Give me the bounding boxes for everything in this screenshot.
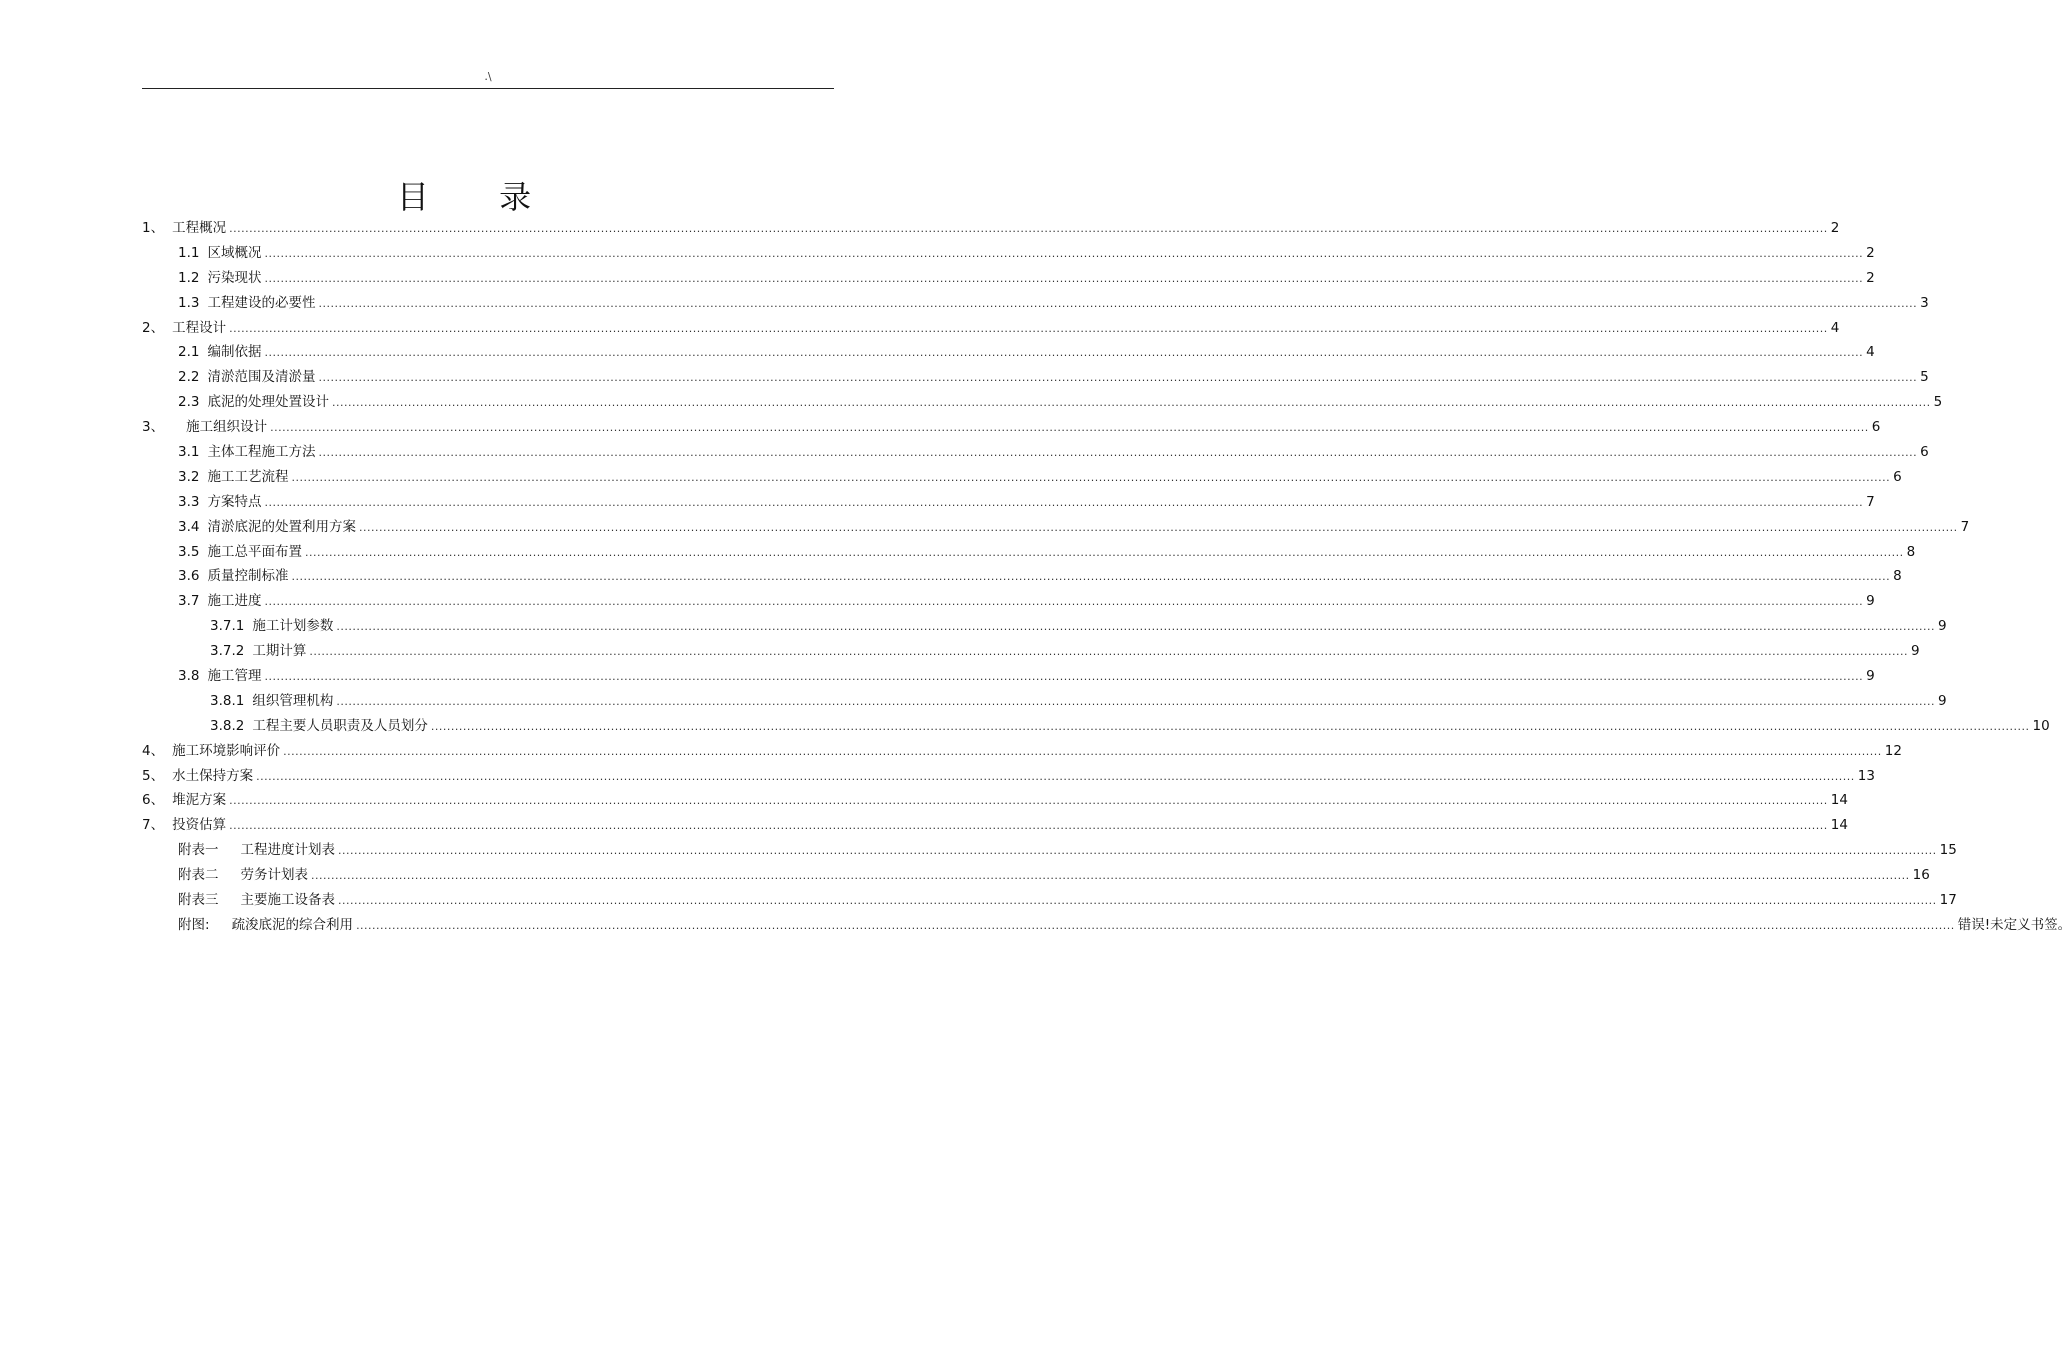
toc-entry-title: 施工进度 bbox=[207, 593, 262, 610]
toc-entry-title: 投资估算 bbox=[172, 817, 227, 834]
toc-entry-number: 3.8 bbox=[178, 668, 200, 685]
toc-entry[interactable] bbox=[142, 564, 1902, 589]
toc-leader-dots: ................................................................................................................................................................................................................................................................................................................................................................................................................ bbox=[264, 595, 1864, 609]
toc-entry-page: 4 bbox=[1866, 344, 1875, 361]
toc-leader-dots: ................................................................................................................................................................................................................................................................................................................................................................................................................ bbox=[336, 620, 1935, 634]
toc-entry-number: 4、 bbox=[142, 742, 165, 759]
toc-entry-number: 5、 bbox=[142, 767, 165, 784]
toc-entry-page: 9 bbox=[1866, 668, 1875, 685]
toc-entry-title: 堆泥方案 bbox=[172, 792, 227, 809]
toc-leader-dots: ................................................................................................................................................................................................................................................................................................................................................................................................................ bbox=[309, 645, 1908, 659]
toc-entry-page: 9 bbox=[1866, 593, 1875, 610]
toc-entry-number: 2.3 bbox=[178, 394, 200, 411]
toc-entry-title: 质量控制标准 bbox=[207, 568, 289, 585]
toc-entry[interactable] bbox=[142, 291, 1929, 316]
toc-leader-dots: ................................................................................................................................................................................................................................................................................................................................................................................................................ bbox=[264, 246, 1864, 260]
toc-entry-page: 16 bbox=[1912, 867, 1930, 884]
toc-leader-dots: ................................................................................................................................................................................................................................................................................................................................................................................................................ bbox=[256, 769, 1855, 783]
toc-entry-title: 疏浚底泥的综合利用 bbox=[231, 916, 354, 933]
page-title: 目 录 bbox=[396, 178, 562, 216]
toc-leader-dots: ................................................................................................................................................................................................................................................................................................................................................................................................................ bbox=[291, 470, 1891, 484]
toc-entry[interactable] bbox=[142, 788, 1848, 813]
toc-entry-title: 清淤底泥的处置利用方案 bbox=[207, 518, 356, 535]
toc-leader-dots: ................................................................................................................................................................................................................................................................................................................................................................................................................ bbox=[229, 222, 1828, 235]
toc-entry-page: 2 bbox=[1866, 244, 1875, 261]
toc-leader-dots: ................................................................................................................................................................................................................................................................................................................................................................................................................ bbox=[229, 819, 1828, 833]
toc-entry-page: 12 bbox=[1884, 742, 1902, 759]
toc-entry[interactable] bbox=[142, 863, 1930, 888]
toc-entry-number: 1.1 bbox=[178, 244, 200, 261]
toc-leader-dots: ................................................................................................................................................................................................................................................................................................................................................................................................................ bbox=[338, 894, 1937, 908]
toc-entry-number: 3.7.1 bbox=[210, 618, 245, 635]
toc-leader-dots: ................................................................................................................................................................................................................................................................................................................................................................................................................ bbox=[338, 844, 1937, 858]
toc-entry-number: 1.3 bbox=[178, 294, 200, 311]
toc-entry[interactable] bbox=[142, 415, 1881, 440]
toc-entry-number: 3.1 bbox=[178, 444, 200, 461]
toc-entry-title: 施工组织设计 bbox=[186, 419, 268, 436]
toc-entry-number: 1、 bbox=[142, 220, 165, 236]
toc-entry-title: 污染现状 bbox=[207, 269, 262, 286]
toc-entry-number: 2、 bbox=[142, 319, 165, 336]
toc-entry-page: 10 bbox=[2032, 717, 2050, 734]
toc-entry-title: 方案特点 bbox=[207, 493, 262, 510]
toc-entry-number: 附表二 bbox=[178, 867, 219, 884]
toc-entry[interactable] bbox=[142, 913, 2071, 938]
toc-entry-number: 附表一 bbox=[178, 842, 219, 859]
toc-leader-dots: ................................................................................................................................................................................................................................................................................................................................................................................................................ bbox=[270, 421, 1869, 435]
toc-entry-number: 2.1 bbox=[178, 344, 200, 361]
toc-entry[interactable] bbox=[142, 614, 1947, 639]
toc-entry[interactable] bbox=[142, 540, 1916, 565]
toc-entry-number: 2.2 bbox=[178, 369, 200, 386]
toc-entry[interactable] bbox=[142, 689, 1947, 714]
toc-entry-number: 附表三 bbox=[178, 892, 219, 909]
toc-entry-title: 编制依据 bbox=[207, 344, 262, 361]
toc-entry-page: 14 bbox=[1830, 792, 1848, 809]
toc-entry-page: 9 bbox=[1938, 692, 1947, 709]
toc-leader-dots: ................................................................................................................................................................................................................................................................................................................................................................................................................ bbox=[264, 670, 1864, 684]
toc-entry[interactable] bbox=[142, 888, 1957, 913]
toc-entry-page: 7 bbox=[1960, 518, 1970, 535]
toc-entry-page: 7 bbox=[1866, 493, 1875, 510]
toc-entry-page: 8 bbox=[1906, 543, 1916, 560]
toc-entry-title: 工程主要人员职责及人员划分 bbox=[252, 717, 428, 734]
toc-entry-page: 5 bbox=[1920, 369, 1929, 386]
toc-entry-page: 9 bbox=[1911, 643, 1920, 660]
toc-entry-title: 工程概况 bbox=[172, 220, 227, 236]
toc-entry-title: 工程进度计划表 bbox=[240, 842, 335, 859]
toc-leader-dots: ................................................................................................................................................................................................................................................................................................................................................................................................................ bbox=[264, 346, 1864, 360]
toc-entry[interactable] bbox=[142, 465, 1902, 490]
toc-leader-dots: ................................................................................................................................................................................................................................................................................................................................................................................................................ bbox=[318, 371, 1918, 385]
toc-leader-dots: ................................................................................................................................................................................................................................................................................................................................................................................................................ bbox=[331, 396, 1931, 410]
toc-entry-number: 3.7.2 bbox=[210, 643, 245, 660]
toc-entry-page: 3 bbox=[1920, 294, 1929, 311]
toc-entry[interactable] bbox=[142, 440, 1929, 465]
header-mark: .\ bbox=[484, 70, 492, 83]
toc-entry-page: 2 bbox=[1866, 269, 1875, 286]
toc-entry-title: 工程建设的必要性 bbox=[207, 294, 316, 311]
toc-leader-dots: ................................................................................................................................................................................................................................................................................................................................................................................................................ bbox=[318, 296, 1918, 310]
toc-entry[interactable] bbox=[142, 266, 1875, 291]
toc-entry-number: 3.8.2 bbox=[210, 717, 245, 734]
toc-entry-page: 17 bbox=[1939, 892, 1957, 909]
toc-entry-title: 主要施工设备表 bbox=[240, 892, 335, 909]
toc-entry-title: 施工环境影响评价 bbox=[172, 742, 281, 759]
toc-entry-title: 施工管理 bbox=[207, 668, 262, 685]
toc-entry-number: 3.6 bbox=[178, 568, 200, 585]
toc-entry-number: 3、 bbox=[142, 419, 165, 436]
toc-entry-number: 3.4 bbox=[178, 518, 200, 535]
toc-entry-number: 6、 bbox=[142, 792, 165, 809]
toc-entry-page: 6 bbox=[1920, 444, 1929, 461]
toc-entry-number: 1.2 bbox=[178, 269, 200, 286]
toc-leader-dots: ................................................................................................................................................................................................................................................................................................................................................................................................................ bbox=[336, 694, 1935, 708]
toc-entry-title: 工期计算 bbox=[252, 643, 307, 660]
toc-entry-number: 7、 bbox=[142, 817, 165, 834]
toc-entry-page: 15 bbox=[1939, 842, 1957, 859]
toc-leader-dots: ................................................................................................................................................................................................................................................................................................................................................................................................................ bbox=[430, 719, 2030, 733]
toc-leader-dots: ................................................................................................................................................................................................................................................................................................................................................................................................................ bbox=[264, 271, 1864, 285]
toc-entry-number: 附图: bbox=[178, 916, 210, 933]
toc-entry[interactable] bbox=[142, 813, 1848, 838]
toc-entry[interactable] bbox=[142, 838, 1957, 863]
toc-entry-number: 3.3 bbox=[178, 493, 200, 510]
toc-entry-page: 6 bbox=[1893, 468, 1902, 485]
page-header bbox=[142, 68, 834, 89]
toc-entry-title: 施工工艺流程 bbox=[207, 468, 289, 485]
toc-entry-title: 组织管理机构 bbox=[252, 692, 334, 709]
toc-leader-dots: ................................................................................................................................................................................................................................................................................................................................................................................................................ bbox=[356, 918, 1955, 932]
toc-leader-dots: ................................................................................................................................................................................................................................................................................................................................................................................................................ bbox=[304, 545, 1904, 559]
toc-entry-page: 14 bbox=[1830, 817, 1848, 834]
toc-entry[interactable] bbox=[142, 764, 1875, 789]
toc-entry-title: 水土保持方案 bbox=[172, 767, 254, 784]
toc-entry-title: 底泥的处理处置设计 bbox=[207, 394, 329, 411]
toc-entry[interactable] bbox=[142, 365, 1929, 390]
toc-entry-title: 工程设计 bbox=[172, 319, 227, 336]
toc-entry-title: 施工计划参数 bbox=[252, 618, 334, 635]
toc-entry-page: 9 bbox=[1938, 618, 1947, 635]
toc-entry-page: 4 bbox=[1830, 319, 1840, 336]
toc-entry-title: 施工总平面布置 bbox=[207, 543, 302, 560]
toc-entry-page: 6 bbox=[1871, 419, 1881, 436]
toc-entry[interactable] bbox=[142, 490, 1875, 515]
toc-leader-dots: ................................................................................................................................................................................................................................................................................................................................................................................................................ bbox=[229, 794, 1828, 808]
toc-entry-page: 错误!未定义书签。 bbox=[1957, 916, 2071, 933]
toc-entry-page: 2 bbox=[1830, 220, 1840, 236]
toc-entry[interactable] bbox=[142, 589, 1875, 614]
toc-entry[interactable] bbox=[142, 340, 1875, 365]
toc-entry[interactable] bbox=[142, 714, 2050, 739]
toc-entry-number: 3.8.1 bbox=[210, 692, 245, 709]
toc-entry-number: 3.2 bbox=[178, 468, 200, 485]
toc-leader-dots: ................................................................................................................................................................................................................................................................................................................................................................................................................ bbox=[318, 446, 1918, 460]
toc-entry[interactable] bbox=[142, 639, 1920, 664]
toc-entry[interactable] bbox=[142, 316, 1840, 341]
toc-entry-title: 清淤范围及清淤量 bbox=[207, 369, 316, 386]
toc-entry-number: 3.7 bbox=[178, 593, 200, 610]
toc-leader-dots: ................................................................................................................................................................................................................................................................................................................................................................................................................ bbox=[264, 495, 1864, 509]
toc-entry[interactable] bbox=[142, 739, 1902, 764]
table-of-contents bbox=[142, 216, 2071, 938]
toc-entry-title: 劳务计划表 bbox=[240, 867, 308, 884]
toc-entry[interactable] bbox=[142, 664, 1875, 689]
toc-leader-dots: ................................................................................................................................................................................................................................................................................................................................................................................................................ bbox=[358, 520, 1958, 534]
toc-entry-number: 3.5 bbox=[178, 543, 200, 560]
toc-leader-dots: ................................................................................................................................................................................................................................................................................................................................................................................................................ bbox=[283, 744, 1882, 758]
toc-entry[interactable] bbox=[142, 515, 1970, 540]
toc-entry[interactable] bbox=[142, 241, 1875, 266]
toc-entry[interactable] bbox=[142, 390, 1943, 415]
toc-leader-dots: ................................................................................................................................................................................................................................................................................................................................................................................................................ bbox=[229, 321, 1828, 335]
toc-entry-page: 5 bbox=[1933, 394, 1943, 411]
toc-entry-title: 区域概况 bbox=[207, 244, 262, 261]
toc-entry-title: 主体工程施工方法 bbox=[207, 444, 316, 461]
toc-leader-dots: ................................................................................................................................................................................................................................................................................................................................................................................................................ bbox=[291, 570, 1891, 584]
toc-entry[interactable] bbox=[142, 216, 1840, 241]
toc-entry-page: 13 bbox=[1857, 767, 1875, 784]
toc-entry-page: 8 bbox=[1893, 568, 1902, 585]
toc-leader-dots: ................................................................................................................................................................................................................................................................................................................................................................................................................ bbox=[311, 869, 1910, 883]
